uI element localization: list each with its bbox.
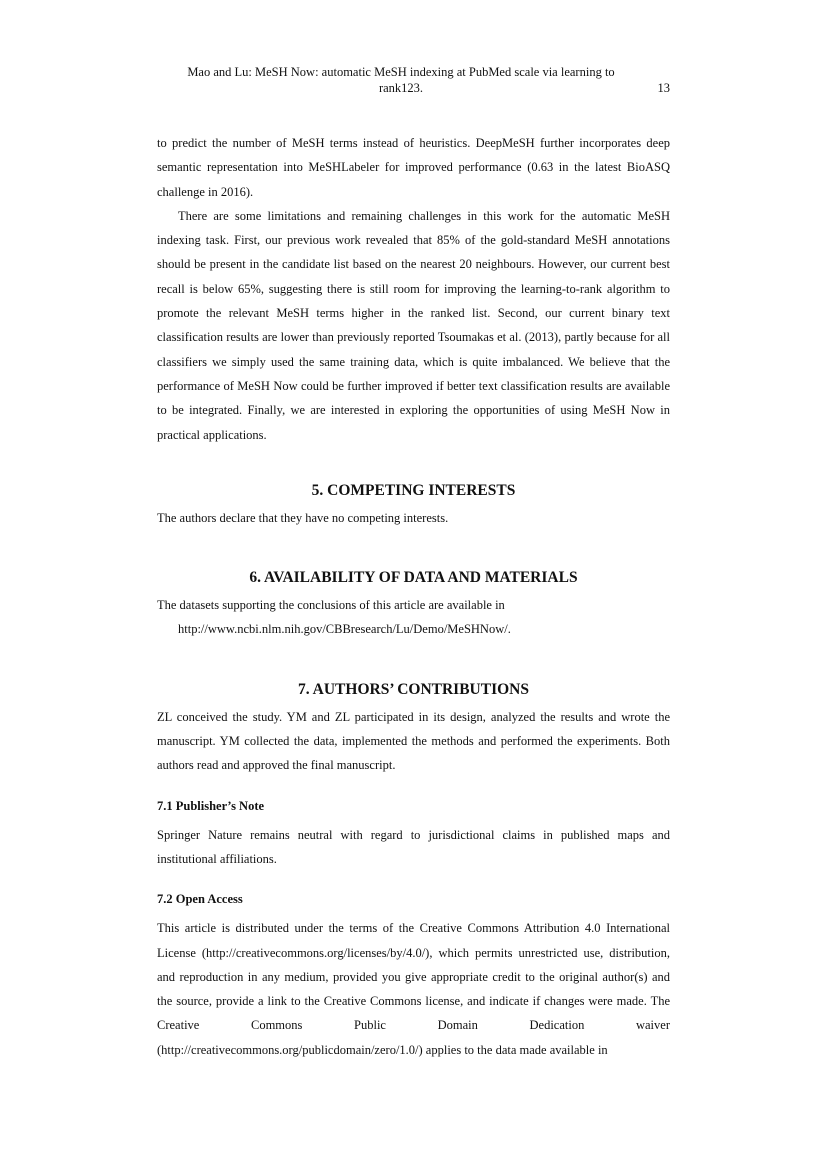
text-open-access: This article is distributed under the terms of the Creative Commons Attribution 4.0 International License (http://creativecommons.org/licenses/by/4.0/), which permits unrestricted use, distribution, and reproduction in any medium, provided you give appropriate credit to the original author(s) and the source, provide a link to the Creative Commons license, and indicate if changes were made. The Creative Commons Public Domain Dedication waiver (http://creativecommons.org/publicdomain/zero/1.0/) applies to the data made available in [157, 921, 670, 1057]
paragraph-deepmesh: to predict the number of MeSH terms instead of heuristics. DeepMeSH further incorporates deep semantic representation into MeSHLabeler for improved performance (0.63 in the latest BioASQ challenge in 2016). [157, 136, 670, 199]
text-publishers-note: Springer Nature remains neutral with regard to jurisdictional claims in published maps and institutional affiliations. [157, 827, 670, 866]
heading-publishers-note: 7.1 Publisher’s Note [157, 798, 265, 813]
body-text [157, 131, 670, 1062]
heading-competing-interests: 5. COMPETING INTERESTS [311, 481, 516, 499]
running-title [166, 64, 636, 96]
page-number: 13 [657, 81, 670, 95]
availability-url-link[interactable]: http://www.ncbi.nlm.nih.gov/CBBresearch/Lu/Demo/MeSHNow/. [178, 622, 511, 637]
running-title-line2: rank123. [378, 81, 424, 95]
running-title-line1: Mao and Lu: MeSH Now: automatic MeSH indexing at PubMed scale via learning to [187, 65, 615, 79]
text-competing-interests: The authors declare that they have no competing interests. [157, 510, 449, 525]
heading-availability: 6. AVAILABILITY OF DATA AND MATERIALS [249, 569, 578, 587]
heading-open-access: 7.2 Open Access [157, 892, 243, 907]
text-availability: The datasets supporting the conclusions of this article are available in [157, 598, 505, 613]
running-header [157, 64, 670, 96]
text-authors-contributions: ZL conceived the study. YM and ZL participated in its design, analyzed the results and wrote the manuscript. YM collected the data, implemented the methods and performed the experiments. Both authors read and approved the final manuscript. [157, 709, 670, 773]
heading-authors-contributions: 7. AUTHORS’ CONTRIBUTIONS [298, 680, 529, 698]
paragraph-limitations: There are some limitations and remaining challenges in this work for the automatic MeSH indexing task. First, our previous work revealed that 85% of the gold-standard MeSH annotations should be present in the candidate list based on the nearest 20 neighbours. However, our current best recall is below 65%, suggesting there is still room for improving the learning-to-rank algorithm to promote the relevant MeSH terms higher in the ranked list. Second, our current binary text classification results are lower than previously reported Tsoumakas et al. (2013), partly because for all classifiers we simply used the same training data, which is quite imbalanced. We believe that the performance of MeSH Now could be further improved if better text classification results are available to be integrated. Finally, we are interested in exploring the opportunities of using MeSH Now in practical applications. [157, 208, 670, 442]
